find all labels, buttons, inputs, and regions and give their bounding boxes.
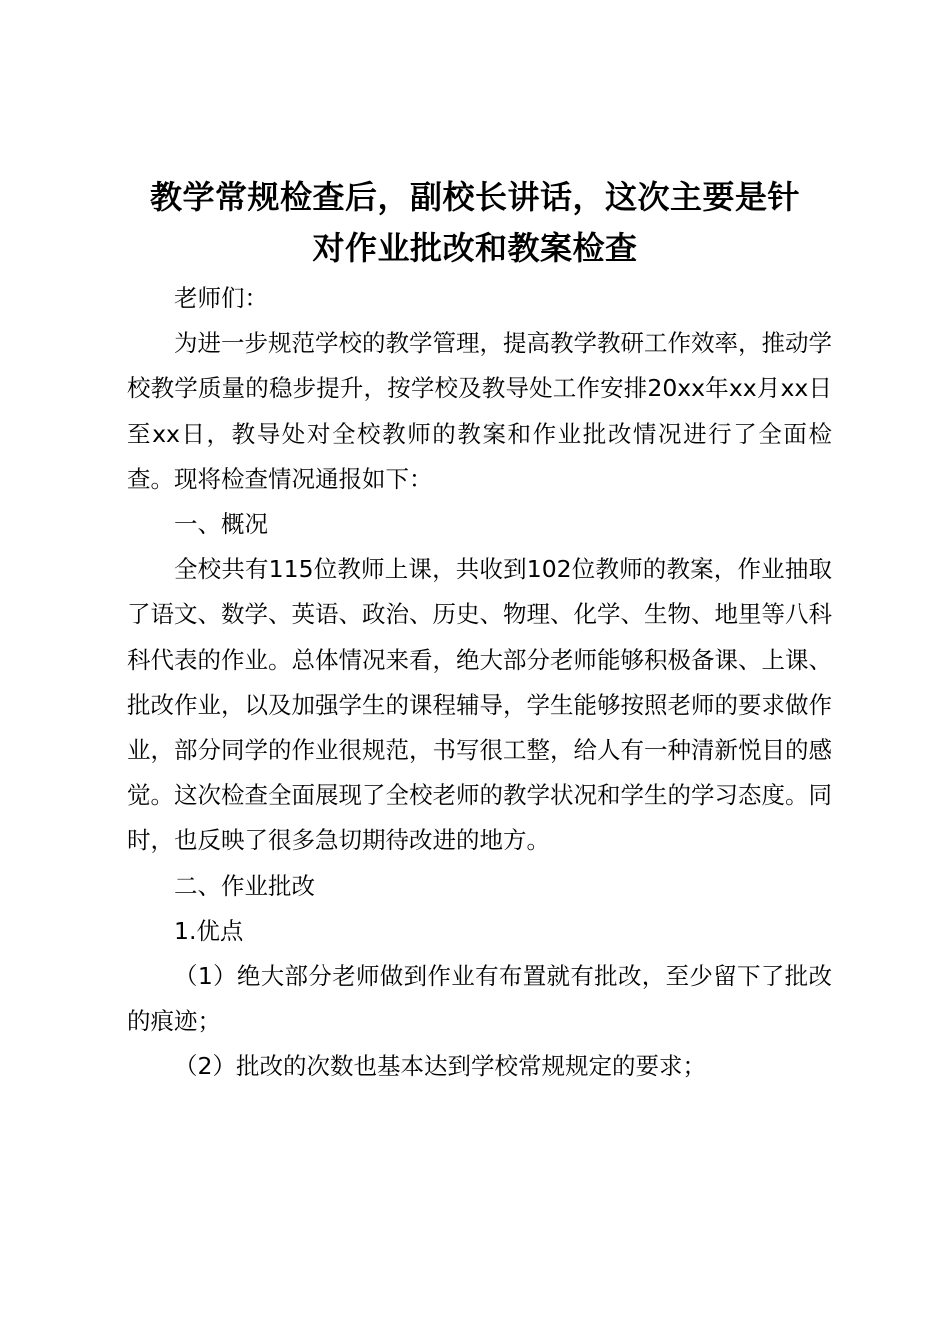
section-heading-homework: 二、作业批改 (174, 871, 315, 900)
section-heading-overview: 一、概况 (174, 510, 268, 539)
title-line-1: 教学常规检查后，副校长讲话，这次主要是针 (149, 178, 800, 216)
strength-item-2: （2）批改的次数也基本达到学校常规规定的要求； (174, 1052, 706, 1081)
subheading-strengths: 1.优点 (174, 916, 244, 945)
title-line-2: 对作业批改和教案检查 (312, 229, 638, 267)
document-body (127, 276, 832, 1090)
overview-paragraph: 全校共有115位教师上课，共收到102位教师的教案，作业抽取了语文、数学、英语、政治、历史、物理、化学、生物、地里等八科科代表的作业。总体情况来看，绝大部分老师能够积极备课、上课、批改作业，以及加强学生的课程辅导，学生能够按照老师的要求做作业，部分同学的作业很规范，书写很工整，给人有一种清新悦目的感觉。这次检查全面展现了全校老师的教学状况和学生的学习态度。同时，也反映了很多急切期待改进的地方。 (127, 555, 832, 855)
greeting: 老师们： (174, 284, 268, 312)
document-title (118, 172, 832, 274)
intro-paragraph: 为进一步规范学校的教学管理，提高教学教研工作效率，推动学校教学质量的稳步提升，按学校及教导处工作安排20xx年xx月xx日至xx日，教导处对全校教师的教案和作业批改情况进行了全面检查。现将检查情况通报如下： (127, 329, 832, 493)
strength-item-1: （1）绝大部分老师做到作业有布置就有批改，至少留下了批改的痕迹； (127, 962, 832, 1036)
